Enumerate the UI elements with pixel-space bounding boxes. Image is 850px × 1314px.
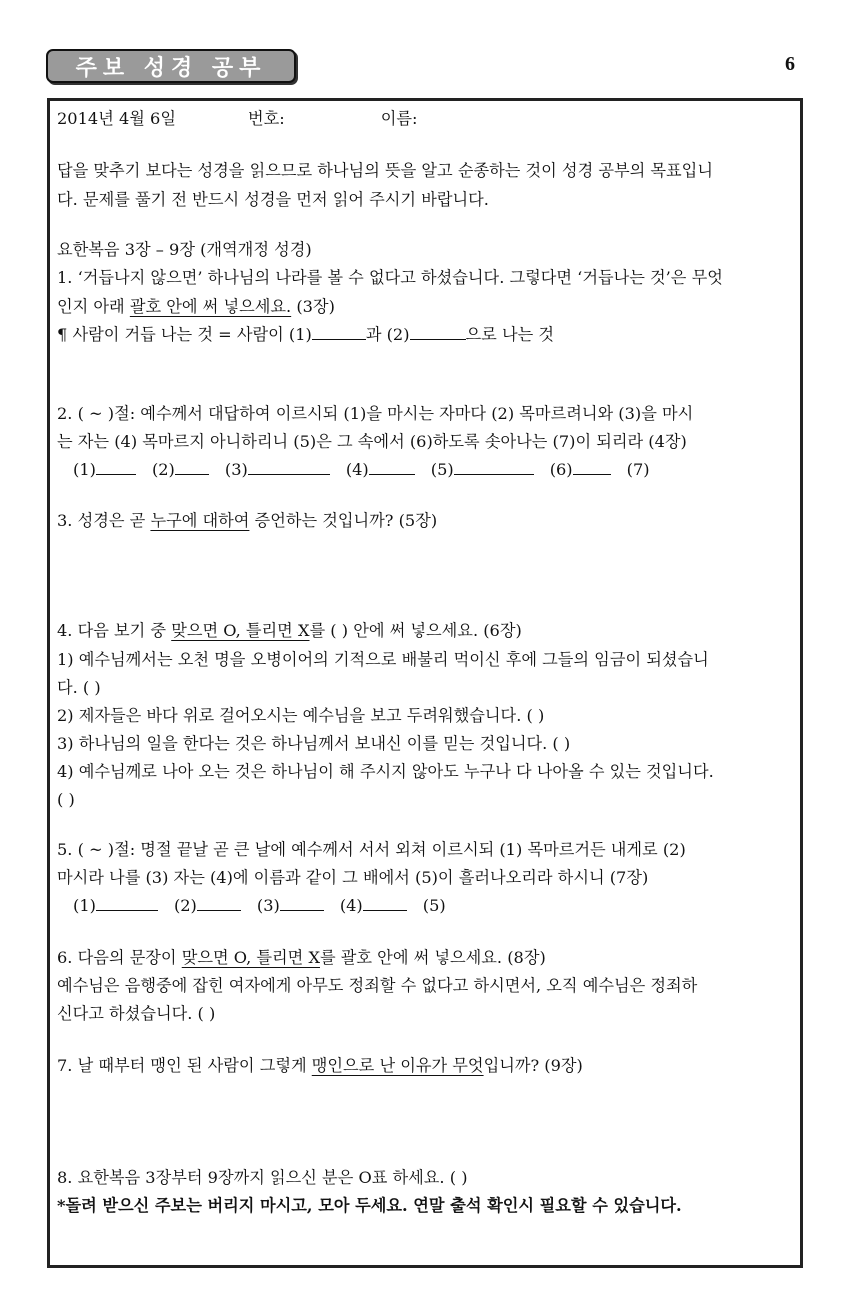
section-title-tab (46, 49, 296, 83)
q5-line-1: 5. ( ~ )절: 명절 끝날 곧 큰 날에 예수께서 서서 외쳐 이르시되 (1) 목마르거든 내게로 (2) (57, 840, 686, 859)
answer-blank[interactable] (280, 894, 324, 911)
answer-blank[interactable] (363, 894, 407, 911)
answer-blank[interactable] (175, 458, 209, 475)
answer-blank[interactable] (454, 458, 534, 475)
q6-line-1: 6. 다음의 문장이 맞으면 O, 틀리면 X를 괄호 안에 써 넣으세요. (8장) (57, 948, 546, 967)
q4-line: 4. 다음 보기 중 맞으면 O, 틀리면 X를 ( ) 안에 써 넣으세요. (6장) (57, 621, 522, 640)
q1-line-3: ¶ 사람이 거듭 나는 것 = 사람이 (1) 과 (2) 으로 나는 것 (57, 325, 555, 344)
q4-item: ( ) (57, 790, 75, 809)
page-number: 6 (785, 53, 795, 75)
q4-item: 다. ( ) (57, 678, 101, 697)
q2-line-1: 2. ( ~ )절: 예수께서 대답하여 이르시되 (1)을 마시는 자마다 (2) 목마르려니와 (3)을 마시 (57, 404, 694, 423)
q8-line: 8. 요한복음 3장부터 9장까지 읽으신 분은 O표 하세요. ( ) (57, 1168, 468, 1187)
header-title: 주보 성경 공부 (75, 55, 267, 81)
intro-line-1: 답을 맞추기 보다는 성경을 읽으므로 하나님의 뜻을 알고 순종하는 것이 성경 공부의 목표입니 (57, 161, 713, 180)
answer-blank[interactable] (248, 458, 330, 475)
q4-item: 2) 제자들은 바다 위로 걸어오시는 예수님을 보고 두려워했습니다. ( ) (57, 706, 545, 725)
q6-emphasis: 맞으면 O, 틀리면 X (181, 948, 320, 967)
answer-blank[interactable] (573, 458, 611, 475)
q4-item: 4) 예수님께로 나아 오는 것은 하나님이 해 주시지 않아도 누구나 다 나아올 수 있는 것입니다. (57, 762, 714, 781)
q7-emphasis: 맹인으로 난 이유가 무엇 (311, 1056, 484, 1075)
answer-blank[interactable] (312, 323, 366, 340)
q6-line-2: 예수님은 음행중에 잡힌 여자에게 아무도 정죄할 수 없다고 하시면서, 오직 예수님은 정죄하 (57, 976, 698, 995)
date: 2014년 4월 6일 (57, 109, 176, 128)
q5-blanks-row: (1) (2) (3) (4) (5) (73, 896, 446, 915)
q2-blanks-row: (1) (2) (3) (4) (5) (6) (7) (73, 460, 650, 479)
answer-blank[interactable] (410, 323, 466, 340)
q4-item: 1) 예수님께서는 오천 명을 오병이어의 기적으로 배불리 먹이신 후에 그들의 임금이 되셨습니 (57, 650, 709, 669)
q7-line: 7. 날 때부터 맹인 된 사람이 그렇게 맹인으로 난 이유가 무엇입니까? (9장) (57, 1056, 583, 1075)
q3-emphasis: 누구에 대하여 (150, 511, 250, 530)
q1-line-1: 1. ‘거듭나지 않으면’ 하나님의 나라를 볼 수 없다고 하셨습니다. 그렇다면 ‘거듭나는 것’은 무엇 (57, 268, 723, 287)
q3-line: 3. 성경은 곧 누구에 대하여 증언하는 것입니까? (5장) (57, 511, 438, 530)
section-heading: 요한복음 3장 – 9장 (개역개정 성경) (57, 240, 312, 259)
name-label: 이름: (380, 109, 418, 128)
footer-note: *돌려 받으신 주보는 버리지 마시고, 모아 두세요. 연말 출석 확인시 필요할 수 있습니다. (57, 1196, 682, 1215)
info-row (57, 104, 417, 133)
q4-item: 3) 하나님의 일을 한다는 것은 하나님께서 보내신 이를 믿는 것입니다. ( ) (57, 734, 571, 753)
answer-blank[interactable] (96, 458, 136, 475)
q5-line-2: 마시라 나를 (3) 자는 (4)에 이름과 같이 그 배에서 (5)이 흘러나오리라 하시니 (7장) (57, 868, 649, 887)
q1-emphasis: 괄호 안에 써 넣으세요. (129, 297, 292, 316)
number-label: 번호: (248, 109, 285, 128)
q1-line-2: 인지 아래 괄호 안에 써 넣으세요. (3장) (57, 297, 335, 316)
q2-line-2: 는 자는 (4) 목마르지 아니하리니 (5)은 그 속에서 (6)하도록 솟아나는 (7)이 되리라 (4장) (57, 432, 687, 451)
answer-blank[interactable] (96, 894, 158, 911)
intro-line-2: 다. 문제를 풀기 전 반드시 성경을 먼저 읽어 주시기 바랍니다. (57, 190, 489, 209)
answer-blank[interactable] (369, 458, 415, 475)
q6-line-3: 신다고 하셨습니다. ( ) (57, 1004, 216, 1023)
q4-emphasis: 맞으면 O, 틀리면 X (171, 621, 310, 640)
answer-blank[interactable] (197, 894, 241, 911)
